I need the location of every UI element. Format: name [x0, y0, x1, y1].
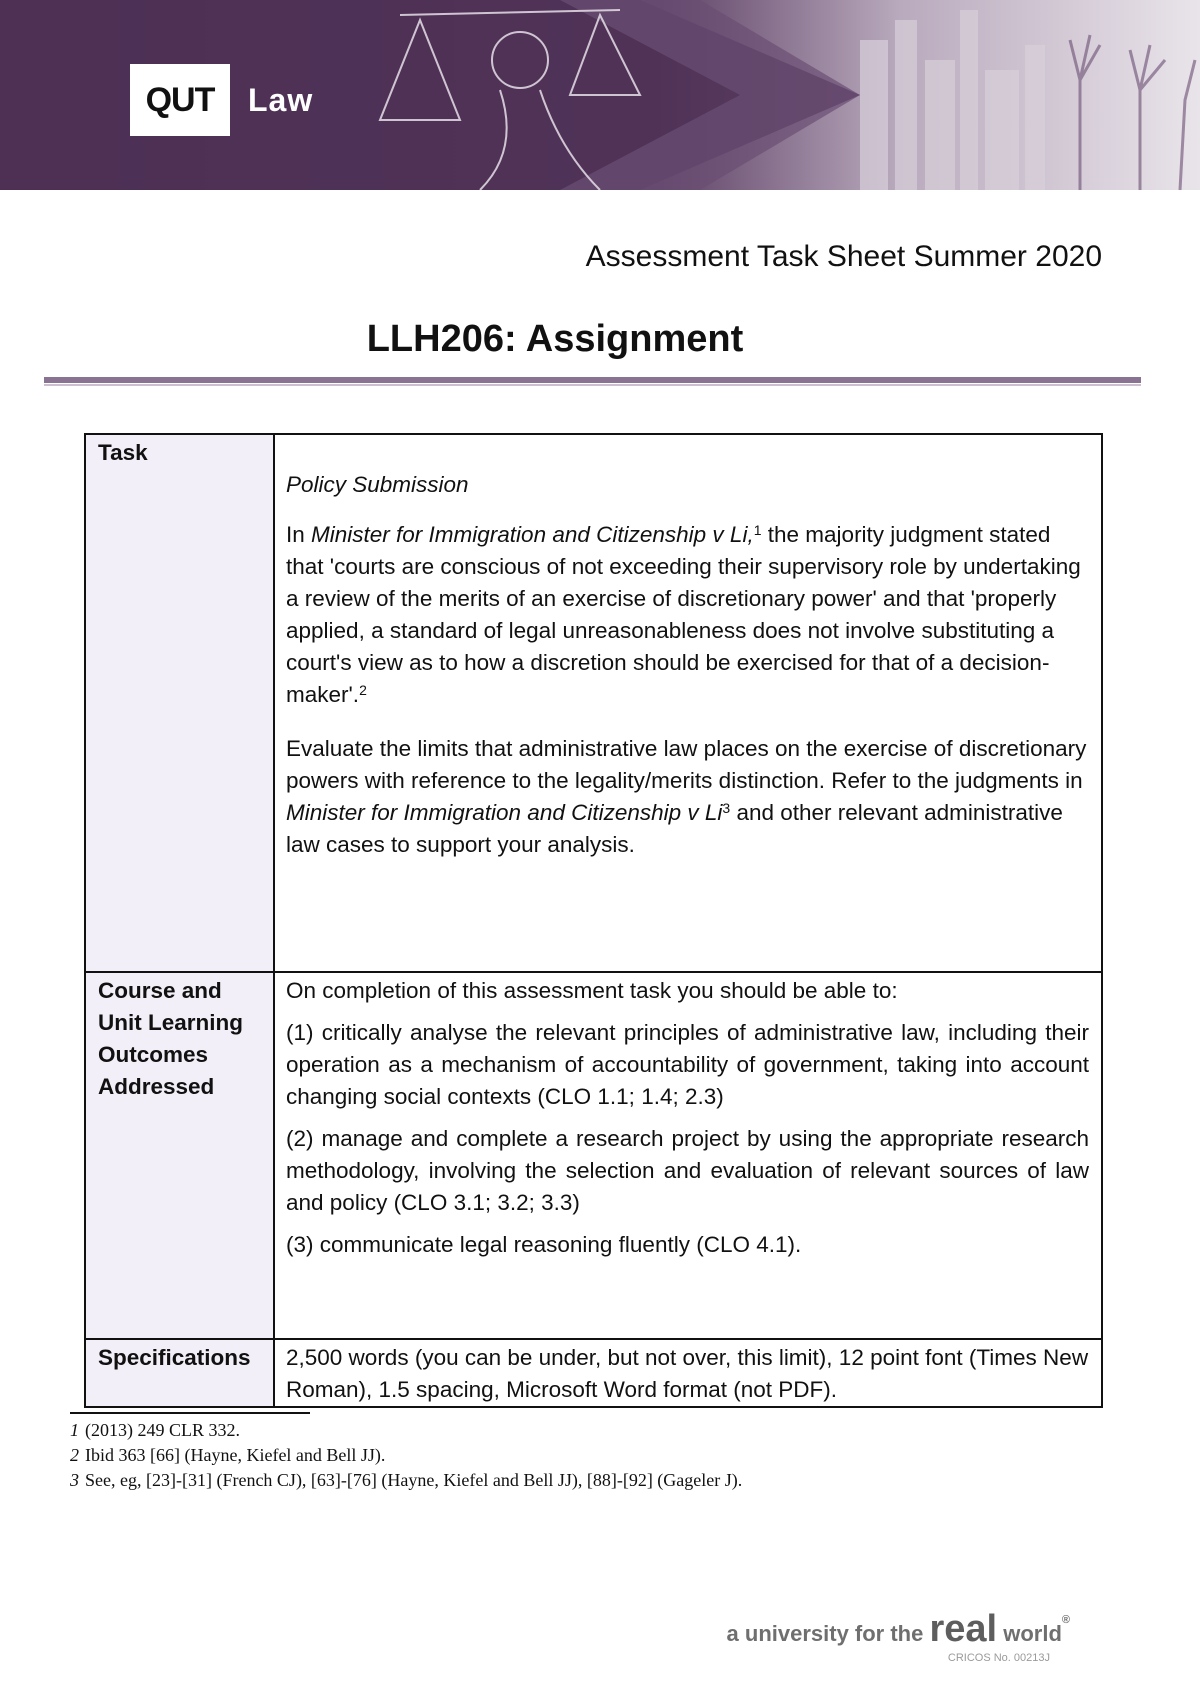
text-run: Evaluate the limits that administrative law places on the exercise of discretionary powers with reference to the legality/merits distinction. Refer to the judgments in — [286, 736, 1087, 793]
footnote-number: 1 — [70, 1420, 79, 1440]
case-name: Minister for Immigration and Citizenship v Li — [311, 522, 748, 547]
footnote-3 — [70, 1468, 742, 1493]
task-row — [85, 434, 1102, 972]
tagline-text: world — [997, 1621, 1062, 1646]
text-run: the majority judgment stated that 'courts are conscious of not exceeding their supervisory role by undertaking a review of the merits of an exercise of discretionary power' and that 'properly applied, a standard of legal unreasonableness does not involve substituting a court's view as to how a discretion should be exercised for that of a decision-maker'. — [286, 522, 1081, 707]
clo-item-3: (3) communicate legal reasoning fluently (CLO 4.1). — [286, 1232, 802, 1257]
tagline-real: real — [929, 1608, 998, 1650]
footnote-text: Ibid 363 [66] (Hayne, Kiefel and Bell JJ). — [85, 1445, 386, 1465]
footnote-text: See, eg, [23]-[31] (French CJ), [63]-[76] (Hayne, Kiefel and Bell JJ), [88]-[92] (Gageler J). — [85, 1470, 743, 1490]
footnote-1 — [70, 1418, 742, 1443]
task-paragraph-1 — [286, 519, 1089, 711]
sheet-title: Assessment Task Sheet Summer 2020 — [585, 240, 1102, 273]
title-rule — [44, 377, 1141, 383]
tagline-text: a university for the — [726, 1621, 930, 1646]
footnote-number: 2 — [70, 1445, 79, 1465]
footnote-ref-3[interactable]: 3 — [722, 800, 731, 816]
qut-law-logo — [130, 64, 313, 136]
task-paragraph-2 — [286, 733, 1089, 861]
case-name: Minister for Immigration and Citizenship v Li — [286, 800, 723, 825]
text-run: and other relevant administrative law cases to support your analysis. — [286, 800, 1063, 857]
spacer-line — [286, 437, 1089, 469]
footnotes — [70, 1418, 742, 1493]
text-run: , — [747, 522, 754, 547]
law-logo-text: Law — [248, 81, 314, 118]
clo-intro: On completion of this assessment task you should be able to: — [286, 978, 898, 1003]
spec-content: 2,500 words (you can be under, but not over, this limit), 12 point font (Times New Roman), 1.5 spacing, Microsoft Word format (not PDF). — [274, 1339, 1102, 1407]
document-title: LLH206: Assignment — [366, 318, 744, 360]
footnote-ref-2[interactable]: 2 — [359, 682, 367, 698]
clo-item-1: (1) critically analyse the relevant principles of administrative law, including their operation as a mechanism of accountability of government, taking into account changing social contexts (CLO 1.1; 1.4; 2.3) — [286, 1020, 1089, 1109]
clo-item-2: (2) manage and complete a research project by using the appropriate research methodology, involving the selection and evaluation of relevant sources of law and policy (CLO 3.1; 3.2; 3.3) — [286, 1126, 1089, 1215]
footnote-number: 3 — [70, 1470, 79, 1490]
footnote-separator — [70, 1412, 310, 1414]
specifications-row — [85, 1339, 1102, 1407]
learning-outcomes-row — [85, 972, 1102, 1339]
clo-content — [274, 972, 1102, 1339]
title-rule-shadow — [44, 384, 1141, 386]
task-label: Task — [85, 434, 274, 972]
clo-label: Course and Unit Learning Outcomes Addressed — [85, 972, 274, 1339]
qut-logo-box: QUT — [130, 64, 230, 136]
footnote-2 — [70, 1443, 742, 1468]
footnote-ref-1[interactable]: 1 — [753, 522, 762, 538]
spec-label: Specifications — [85, 1339, 274, 1407]
registered-mark: ® — [1061, 1614, 1070, 1626]
qut-tagline — [727, 1608, 1070, 1651]
task-content — [274, 434, 1102, 972]
task-heading: Policy Submission — [286, 472, 469, 497]
header-banner — [0, 0, 1200, 190]
assessment-table — [84, 433, 1103, 1408]
footnote-text: (2013) 249 CLR 332. — [85, 1420, 240, 1440]
text-run: In — [286, 522, 312, 547]
cricos-number: CRICOS No. 00213J — [947, 1652, 1050, 1664]
